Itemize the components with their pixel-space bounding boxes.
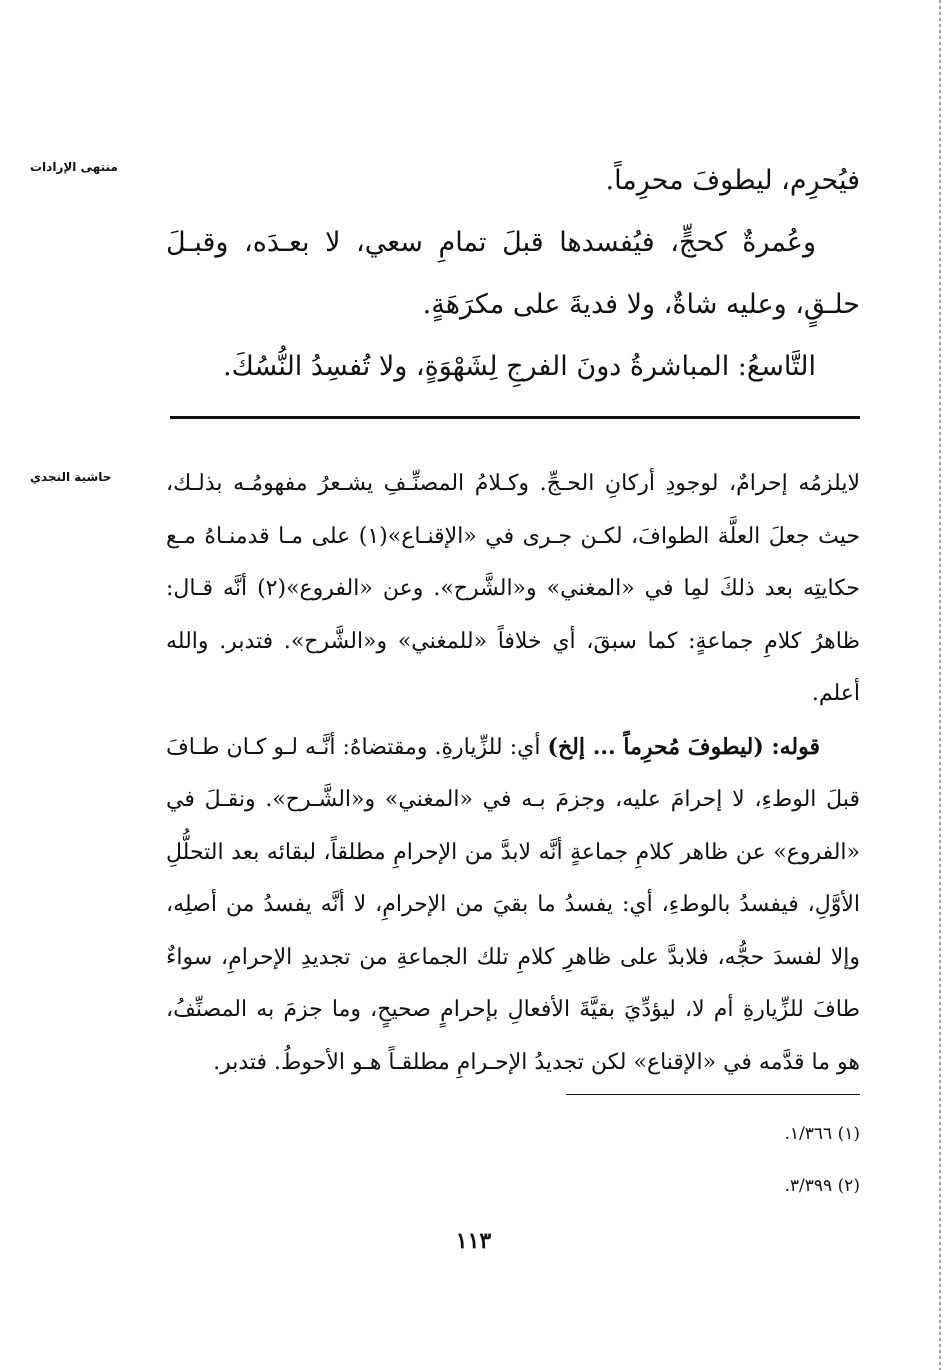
main-text-paragraph: وعُمرةٌ كحجٍّ، فيُفسدها قبلَ تمامِ سعي، لا بعـدَه، وقبـلَ حلـقٍ، وعليه شاةٌ، ولا فديةَ على مكرَهَةٍ.	[166, 227, 860, 320]
section-divider	[170, 416, 860, 419]
main-text-paragraph: التَّاسعُ: المباشرةُ دونَ الفرجِ لِشَهْوَةٍ، ولا تُفسِدُ النُّسُكَ.	[223, 351, 816, 382]
footnote: (١) ١/٣٦٦.	[784, 1124, 860, 1144]
commentary-text	[166, 458, 860, 1089]
side-label-source-title: منتهى الإرادات	[30, 160, 118, 174]
main-text-line: فيُحرِم، ليطوفَ محرِماً.	[605, 165, 860, 196]
commentary-body: أي: للزِّيارةِ. ومقتضاهُ: أنَّـه لـو كـان طـافَ قبلَ الوطءِ، لا إحرامَ عليه، وجزمَ بـه في «المغني» و«الشَّـرح». ونقـلَ في «الفروع» عن ظاهر كلامِ جماعةٍ أنَّه لابدَّ من الإحرامِ مطلقاً، لبقائه بعد التحلُّلِ الأوَّلِ، فيفسدُ بالوطءِ، أي: يفسدُ ما بقيَ من الإحرامِ، لا أنَّه يفسدُ من أصلِه، وإلا لفسدَ حجُّه، فلابدَّ على ظاهرِ كلامِ تلك الجماعةِ من تجديدِ الإحرامِ، سواءٌ طافَ للزِّيارةِ أم لا، ليؤدِّيَ بقيَّةَ الأفعالِ بإحرامٍ صحيحٍ، وما جزمَ به المصنِّفُ، هو ما قدَّمه في «الإقناع» لكن تجديدُ الإحـرامِ مطلقـاً هـو الأحوطُ. فتدبر.	[166, 734, 860, 1075]
footnote-divider	[566, 1094, 860, 1095]
scan-edge-artifact	[933, 0, 947, 1370]
commentary-quote: قوله: (ليطوفَ مُحرِماً ... إلخ)	[547, 733, 820, 760]
commentary-paragraph	[166, 721, 860, 1090]
side-label-commentary-title: حاشية النجدي	[30, 470, 112, 484]
commentary-paragraph: لايلزمُه إحرامٌ، لوجودِ أركانِ الحـجِّ. وكـلامُ المصنِّـفِ يشـعرُ مفهومُـه بذلـك، حيث جعلَ العلَّة الطوافَ، لكـن جـرى في «الإقنـاع»(١) على مـا قدمنـاهُ مـع حكايتِه بعد ذلكَ لمِا في «المغني» و«الشَّرح». وعن «الفروع»(٢) أنَّه قـال: ظاهرُ كلامِ جماعةٍ: كما سبقَ، أي خلافاً «للمغني» و«الشَّرح». فتدبر. والله أعلم.	[166, 471, 860, 706]
footnote: (٢) ٣/٣٩٩.	[784, 1176, 860, 1196]
footnotes	[166, 1108, 860, 1212]
page-number: ١١٣	[455, 1228, 492, 1254]
main-text	[166, 150, 860, 398]
